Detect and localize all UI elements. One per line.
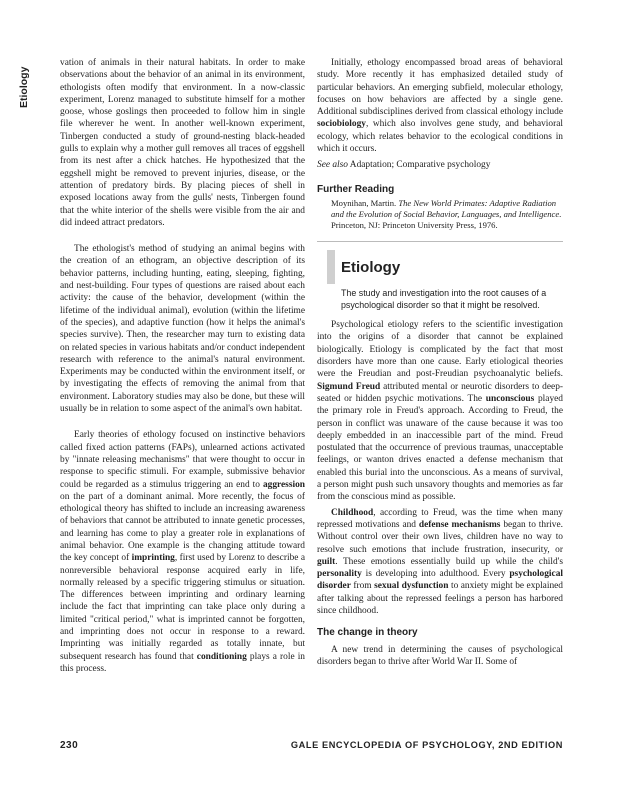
cross-reference-term: Childhood bbox=[331, 507, 374, 518]
subsection-heading: The change in theory bbox=[317, 627, 418, 639]
further-reading-entry bbox=[317, 198, 563, 231]
cross-reference-term: conditioning bbox=[196, 651, 247, 662]
cross-reference-term: sexual dysfunction bbox=[374, 581, 449, 592]
reference-author: Moynihan, Martin. bbox=[331, 197, 399, 208]
further-reading-heading: Further Reading bbox=[317, 183, 395, 195]
running-head-side-tab: Etiology bbox=[18, 66, 30, 108]
reference-publisher: . Princeton, NJ: Princeton University Press, 1976. bbox=[331, 208, 562, 230]
paragraph: A new trend in determining the causes of psychological disorders began to thrive after World War II. Some of bbox=[317, 644, 563, 667]
entry-definition: The study and investigation into the root causes of a psychological disorder so that it might be resolved. bbox=[341, 287, 547, 310]
see-also-text: Adaptation; Comparative psychology bbox=[347, 160, 491, 171]
text-run: , according to Freud, was the time when many repressed motivations and bbox=[317, 507, 563, 530]
page-number: 230 bbox=[60, 740, 79, 751]
cross-reference-term: unconscious bbox=[485, 393, 535, 404]
entry-title: Etiology bbox=[341, 258, 401, 276]
text-run: Initially, ethology encompassed broad areas of behavioral study. More recently it has emphasized detailed study of particular behaviors. An emerging subfield, molecular ethology, focuses on how behaviors are affected by a single gene. Additional subdisciplines derived from classical ethology include bbox=[317, 58, 563, 118]
paragraph bbox=[317, 507, 563, 618]
text-run: Psychological etiology refers to the scientific investigation into the origins of a disorder that cannot be explained biologically. Etiology is complicated by the fact that most disorders have more than one cause. Early etiological theories were the Freudian and post-Freudian psychoanalytic beliefs. bbox=[317, 320, 563, 380]
see-also-label: See also bbox=[317, 160, 348, 171]
right-column bbox=[317, 57, 563, 668]
reference-title: The New World Primates: Adaptive Radiation and the Evolution of Social Behavior, Languages, and Intelligence bbox=[331, 197, 560, 219]
text-run: . These emotions essentially build up while the child's bbox=[335, 556, 563, 567]
paragraph: vation of animals in their natural habitats. In order to make observations about the behavior of an animal in its environment, ethologists often modify that environment. In a now-classic experiment, Lorenz managed to substitute himself for a mother goose, whose goslings then proceeded to follow him in single file wherever he went. In another well-known experiment, Tinbergen conducted a study of ground-nesting black-headed gulls to explain why a mother gull removes all traces of eggshell from its nest after a chick hatches. He hypothesized that the eggshell might be removed to prevent injuries, disease, or the attention of predatory birds. By placing pieces of shell in exposed locations away from the gulls' nests, Tinbergen found that the white interior of the shells were visible from the air and did indeed attract predators. bbox=[60, 58, 305, 228]
entry-heading-bar bbox=[327, 250, 335, 284]
cross-reference-term: sociobiology bbox=[317, 119, 366, 130]
text-run: Early theories of ethology focused on instinctive behaviors called fixed action patterns (FAPs), unlearned actions activated by "innate releasing mechanisms" that were thought to occur in response to specific stimuli. For example, submissive behavior could be regarded as a stimulus triggering an end to bbox=[60, 430, 305, 490]
text-run: to anxiety might be explained after talking about the repressed feelings a person has harbored since childhood. bbox=[317, 581, 563, 616]
cross-reference-term: Sigmund Freud bbox=[317, 381, 381, 392]
cross-reference-term: personality bbox=[317, 569, 362, 580]
text-run: , which also involves gene study, and behavioral ecology, which relates behavior to the ecological conditions in which it occurs. bbox=[317, 119, 563, 155]
entry-divider bbox=[317, 241, 563, 242]
cross-reference-term: guilt bbox=[317, 556, 336, 567]
cross-reference-term: psychological disorder bbox=[317, 569, 563, 592]
text-run: , first used by Lorenz to describe a nonreversible behavioral response acquired early in life, normally released by a specific triggering stimulus or situation. The differences between imprinting and ordinary learning include the fact that imprinting can take place only during a limited "critical period," what is imprinted cannot be forgotten, and imprinting does not occur in response to a reward. Imprinting was initially regarded as totally innate, but subsequent research has found that bbox=[60, 553, 305, 662]
text-run: is developing into adulthood. Every bbox=[361, 569, 510, 580]
text-run: attributed mental or neurotic disorders to deep-seated or hidden psychic motivations. The bbox=[317, 381, 564, 404]
paragraph bbox=[317, 57, 563, 155]
paragraph bbox=[60, 429, 305, 675]
text-run: on the part of a dominant animal. More recently, the focus of ethological theory has shifted to include an increasing awareness of behaviors that cannot be attributed to innate genetic processes, and learning has come to play a greater role in explanations of animal behavior. One example is the changing attitude toward the key concept of bbox=[60, 491, 305, 564]
see-also-line bbox=[317, 159, 563, 171]
text-run: played the primary role in Freud's approach. According to Freud, the person in conflict was unaware of the cause because it was too deeply embedded in an inaccessible part of the mind. Freud postulated that the occurrence of previous traumas, unacceptable feelings, or wanton drives enacted a defense mechanism that enabled this burial into the unconscious. As a means of survival, a person might push such unsavory thoughts and memories as far from the conscious mind as possible. bbox=[317, 393, 563, 503]
paragraph: The ethologist's method of studying an animal begins with the creation of an ethogram, an objective description of its behavior patterns, including hunting, eating, sleeping, fighting, and nest-building. Four types of questions are raised about each activity: the cause of the behavior, development (within the lifetime of the individual animal), evolution (within the lifetime of the species), and adaptive function (how it helps the animal's species survive). Then, the researcher may turn to existing data on related species in various habitats and/or conduct independent research with reference to the animal's natural environment. Experiments may be conducted within the environment itself, or by investigating the effects of removing the animal from that environment. Laboratory studies may also be done, but these will usually be in relation to some aspect of the animal's own habitat. bbox=[60, 244, 305, 415]
left-column bbox=[60, 57, 305, 675]
text-run: began to thrive. Without control over their own lives, children have no way to resolve such emotions that include frustration, insecurity, or bbox=[317, 519, 564, 555]
cross-reference-term: defense mechanisms bbox=[418, 519, 501, 530]
entry-heading-block bbox=[317, 248, 563, 278]
cross-reference-term: aggression bbox=[262, 479, 305, 490]
text-run: plays a role in this process. bbox=[60, 651, 305, 674]
running-footer-title: GALE ENCYCLOPEDIA OF PSYCHOLOGY, 2ND EDITION bbox=[290, 740, 563, 750]
cross-reference-term: imprinting bbox=[131, 553, 175, 564]
paragraph bbox=[317, 319, 563, 503]
text-run: from bbox=[350, 581, 375, 592]
